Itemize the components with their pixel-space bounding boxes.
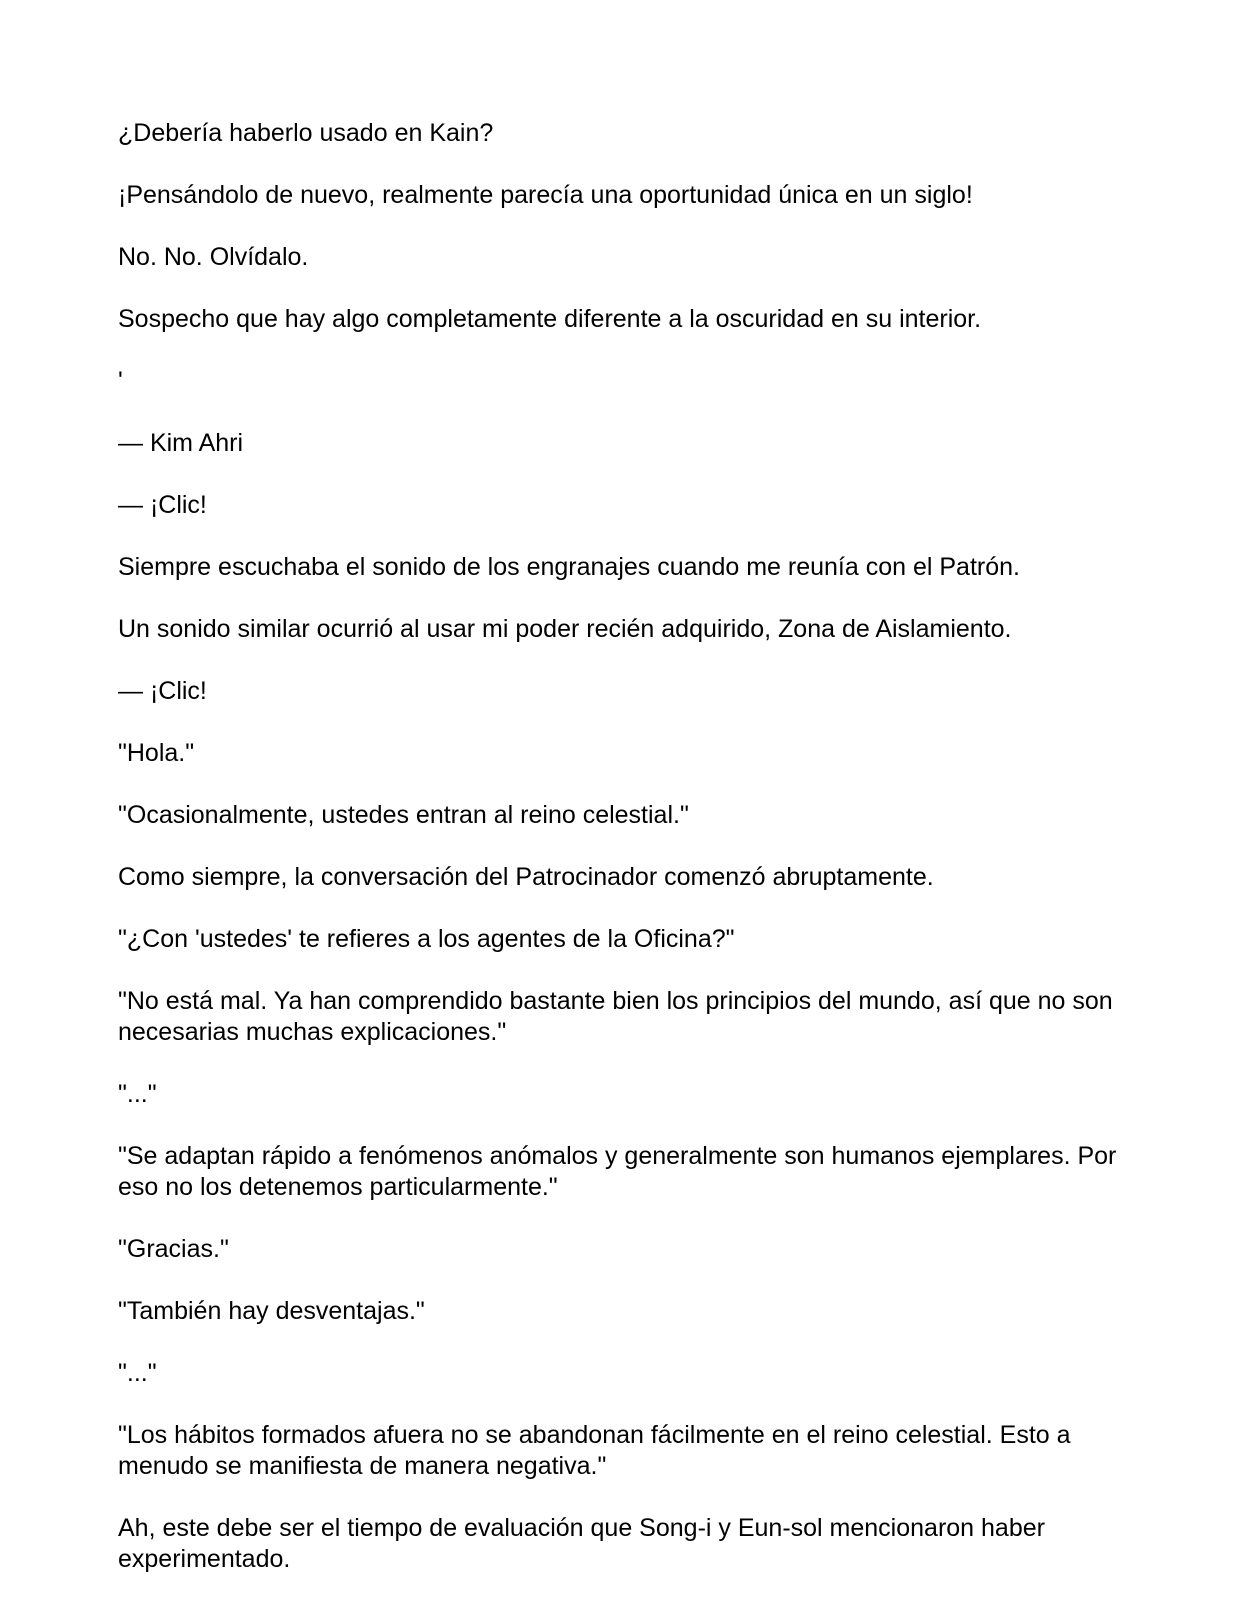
- paragraph: ¿Debería haberlo usado en Kain?: [118, 119, 494, 147]
- paragraph: "Los hábitos formados afuera no se abandonan fácilmente en el reino celestial. Esto a menudo se manifiesta de manera negativa.": [118, 1421, 1078, 1480]
- paragraph: "No está mal. Ya han comprendido bastante bien los principios del mundo, así que no son necesarias muchas explicaciones.": [118, 987, 1120, 1046]
- paragraph: "Hola.": [118, 739, 195, 767]
- paragraph: Como siempre, la conversación del Patrocinador comenzó abruptamente.: [118, 863, 934, 891]
- paragraph: Ah, este debe ser el tiempo de evaluación que Song-i y Eun-sol mencionaron haber experimentado.: [118, 1514, 1052, 1573]
- paragraph: "¿Con 'ustedes' te refieres a los agentes de la Oficina?": [118, 925, 735, 953]
- paragraph: — Kim Ahri: [118, 429, 244, 457]
- paragraph: Siempre escuchaba el sonido de los engranajes cuando me reunía con el Patrón.: [118, 553, 1020, 581]
- paragraph: "Se adaptan rápido a fenómenos anómalos y generalmente son humanos ejemplares. Por eso no los detenemos particularmente.": [118, 1142, 1124, 1201]
- paragraph: Un sonido similar ocurrió al usar mi poder recién adquirido, Zona de Aislamiento.: [118, 615, 1012, 643]
- paragraph: "Gracias.": [118, 1235, 229, 1263]
- document-body: [118, 118, 1128, 1575]
- paragraph: "También hay desventajas.": [118, 1297, 425, 1325]
- paragraph: ': [118, 367, 123, 395]
- paragraph: — ¡Clic!: [118, 677, 207, 705]
- paragraph: No. No. Olvídalo.: [118, 243, 309, 271]
- paragraph: — ¡Clic!: [118, 491, 207, 519]
- paragraph: "...": [118, 1080, 157, 1108]
- paragraph: Sospecho que hay algo completamente diferente a la oscuridad en su interior.: [118, 305, 982, 333]
- paragraph: "...": [118, 1359, 157, 1387]
- paragraph: ¡Pensándolo de nuevo, realmente parecía una oportunidad única en un siglo!: [118, 181, 973, 209]
- paragraph: "Ocasionalmente, ustedes entran al reino celestial.": [118, 801, 689, 829]
